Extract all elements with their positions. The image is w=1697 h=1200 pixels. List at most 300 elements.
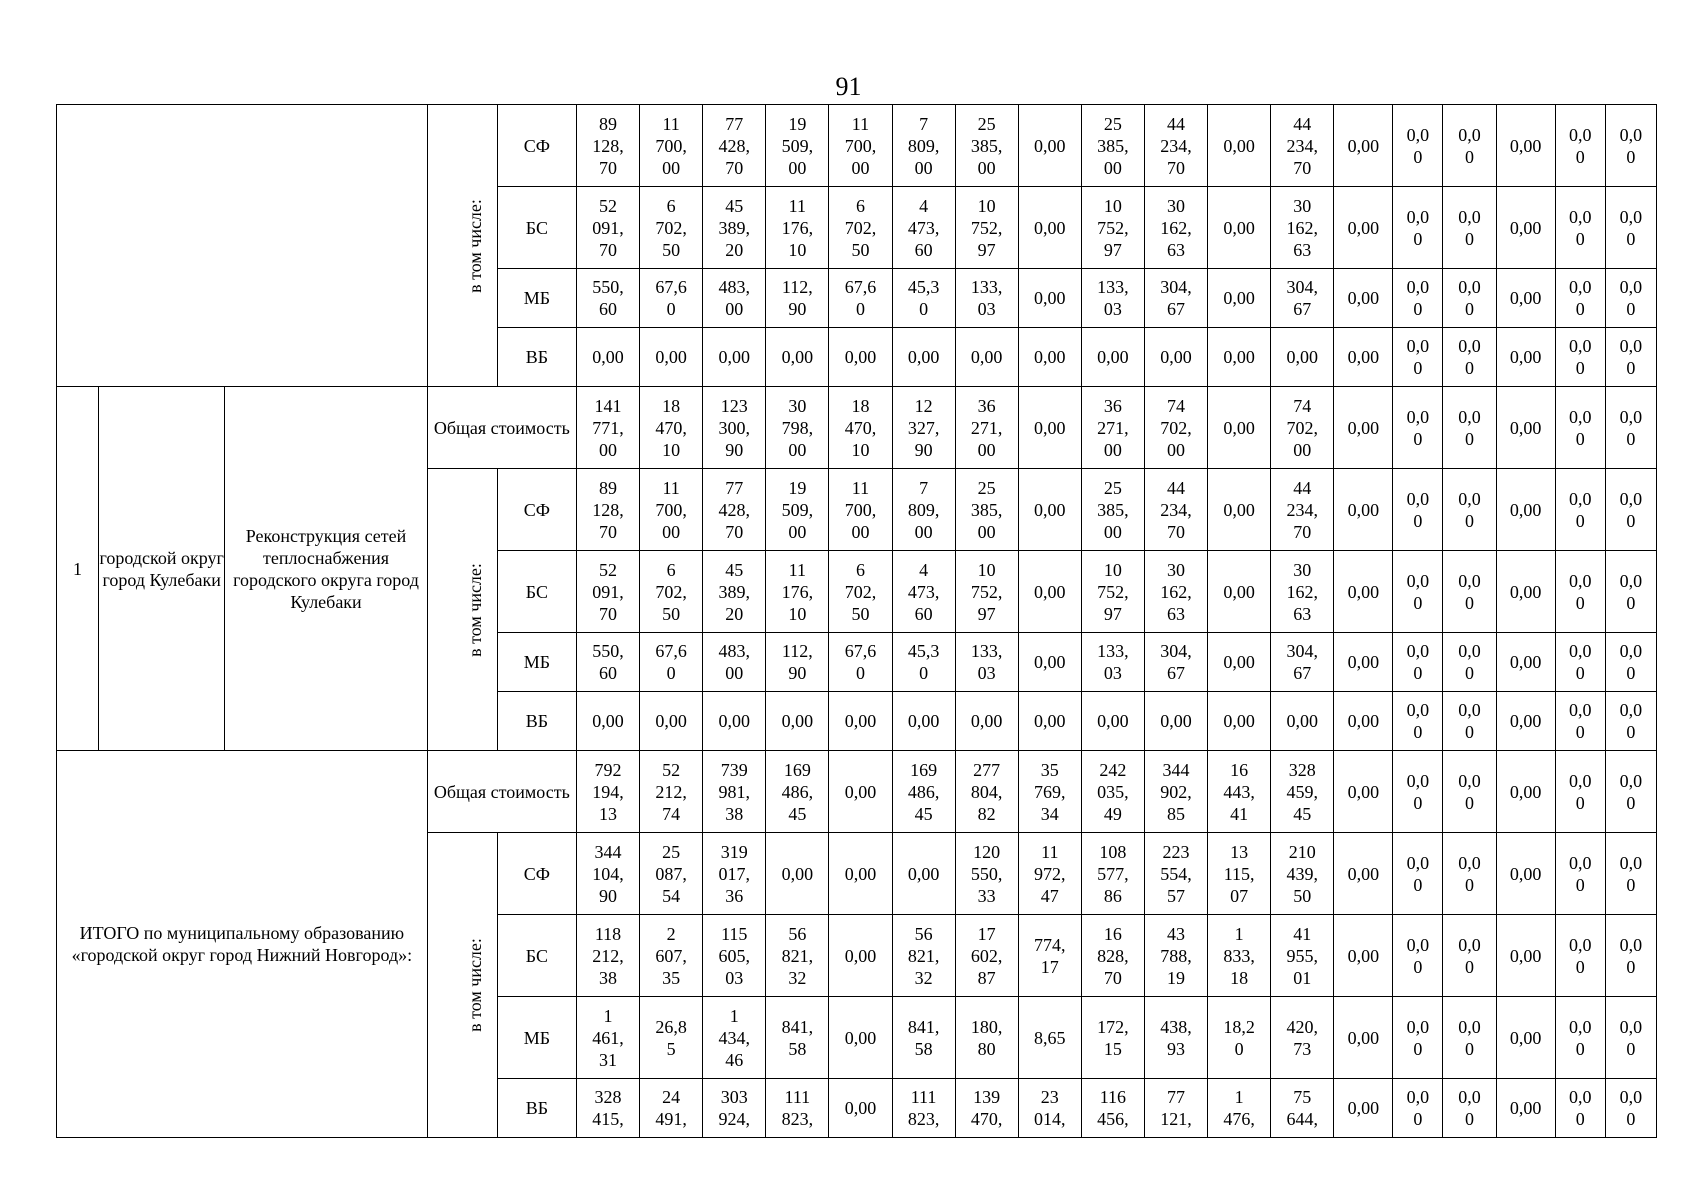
value-cell	[576, 551, 639, 633]
value-cell	[1605, 692, 1656, 751]
cell-value: 25 385, 00	[970, 477, 1003, 542]
value-cell	[640, 328, 703, 387]
cell-value: 0,0 0	[1406, 336, 1430, 378]
value-cell	[1208, 1079, 1271, 1138]
value-cell	[703, 187, 766, 269]
cell-value: 0,00	[592, 347, 624, 367]
cell-value: 56 821, 32	[907, 923, 940, 988]
cell-value: 2 607, 35	[655, 923, 687, 988]
value-cell	[1393, 833, 1443, 915]
value-cell	[640, 633, 703, 692]
value-cell	[703, 269, 766, 328]
value-cell	[1393, 997, 1443, 1079]
cell-value: 0,0 0	[1568, 1087, 1592, 1129]
value-cell	[1334, 269, 1393, 328]
value-cell	[892, 692, 955, 751]
value-cell	[1334, 387, 1393, 469]
value-cell	[576, 269, 639, 328]
cell-value: 0,0 0	[1406, 1087, 1430, 1129]
value-cell	[1555, 387, 1605, 469]
municipality-name: городской округ город Кулебаки	[99, 387, 225, 751]
value-cell	[576, 187, 639, 269]
cell-value: 133, 03	[970, 277, 1003, 319]
data-row	[57, 105, 1657, 187]
cell-value: 6 702, 50	[655, 195, 687, 260]
cell-value: 89 128, 70	[592, 477, 624, 542]
cell-value: 0,00	[1160, 711, 1192, 731]
cell-value: 45 389, 20	[718, 559, 750, 624]
cell-value: 0,00	[781, 863, 814, 884]
cell-value: 0,00	[1347, 945, 1380, 966]
value-cell	[829, 105, 892, 187]
cell-value: 35 769, 34	[1034, 759, 1066, 824]
cell-value: 1 434, 46	[718, 1005, 750, 1070]
cell-value: 0,0 0	[1406, 852, 1430, 895]
value-cell	[1496, 551, 1555, 633]
value-cell	[1496, 833, 1555, 915]
cell-value: 10 752, 97	[1097, 195, 1129, 260]
cell-value: 25 385, 00	[970, 113, 1003, 178]
source-code: СФ	[497, 469, 576, 551]
value-cell	[1208, 328, 1271, 387]
cell-value: 344 902, 85	[1160, 759, 1192, 824]
cell-value: 0,0 0	[1619, 852, 1643, 895]
cell-value: 0,0 0	[1619, 406, 1643, 449]
value-cell	[703, 387, 766, 469]
cell-value: 0,00	[1347, 781, 1380, 802]
cell-value: 0,00	[1509, 711, 1542, 731]
value-cell	[1208, 997, 1271, 1079]
cell-value: 52 091, 70	[592, 559, 624, 624]
value-cell	[1496, 633, 1555, 692]
value-cell	[955, 751, 1018, 833]
cell-value: 0,00	[1509, 217, 1542, 238]
value-cell	[1605, 833, 1656, 915]
cell-value: 30 162, 63	[1160, 195, 1192, 260]
cell-value: 11 176, 10	[781, 195, 814, 260]
value-cell	[1081, 997, 1144, 1079]
in-total-text: в том числе:	[464, 562, 485, 657]
value-cell	[1208, 551, 1271, 633]
cell-value: 10 752, 97	[970, 195, 1003, 260]
value-cell	[1144, 269, 1207, 328]
cell-value: 0,00	[907, 347, 940, 367]
cell-value: 739 981, 38	[718, 759, 750, 824]
in-total-text: в том числе:	[464, 198, 485, 293]
value-cell	[1271, 751, 1334, 833]
cell-value: 0,00	[1034, 347, 1066, 367]
value-cell	[1496, 751, 1555, 833]
value-cell	[1555, 751, 1605, 833]
value-cell	[892, 751, 955, 833]
value-cell	[1334, 833, 1393, 915]
cell-value: 0,00	[844, 1098, 877, 1118]
value-cell	[829, 269, 892, 328]
cell-value: 25 385, 00	[1097, 113, 1129, 178]
cell-value: 41 955, 01	[1286, 923, 1318, 988]
cell-value: 74 702, 00	[1160, 395, 1192, 460]
cell-value: 133, 03	[1097, 277, 1129, 319]
cell-value: 0,00	[1034, 652, 1066, 672]
cell-value: 169 486, 45	[781, 759, 814, 824]
cell-value: 7 809, 00	[907, 477, 940, 542]
cell-value: 0,00	[1509, 135, 1542, 156]
value-cell	[1443, 469, 1496, 551]
cell-value: 0,00	[1509, 347, 1542, 367]
value-cell	[1144, 833, 1207, 915]
value-cell	[576, 833, 639, 915]
value-cell	[1393, 751, 1443, 833]
value-cell	[1018, 633, 1081, 692]
cell-value: 0,0 0	[1458, 852, 1481, 895]
cell-value: 10 752, 97	[970, 559, 1003, 624]
cell-value: 16 443, 41	[1223, 759, 1255, 824]
cell-value: 6 702, 50	[655, 559, 687, 624]
value-cell	[703, 1079, 766, 1138]
cell-value: 16 828, 70	[1097, 923, 1129, 988]
cell-value: 0,00	[844, 945, 877, 966]
cell-value: 0,0 0	[1568, 488, 1592, 531]
cell-value: 0,0 0	[1568, 206, 1592, 249]
value-cell	[1208, 269, 1271, 328]
cell-value: 0,0 0	[1619, 934, 1643, 977]
value-cell	[1496, 915, 1555, 997]
cell-value: 11 700, 00	[844, 477, 877, 542]
cell-value: 0,0 0	[1406, 934, 1430, 977]
source-code: МБ	[497, 633, 576, 692]
cell-value: 75 644,	[1286, 1087, 1318, 1129]
value-cell	[703, 833, 766, 915]
value-cell	[955, 269, 1018, 328]
cell-value: 550, 60	[592, 277, 624, 319]
cell-value: 43 788, 19	[1160, 923, 1192, 988]
value-cell	[1018, 105, 1081, 187]
cell-value: 1 833, 18	[1223, 923, 1255, 988]
page-number: 91	[835, 72, 862, 101]
value-cell	[1271, 387, 1334, 469]
cell-value: 0,00	[1034, 581, 1066, 602]
cell-value: 0,00	[1034, 499, 1066, 520]
cell-value: 277 804, 82	[970, 759, 1003, 824]
cell-value: 0,00	[1509, 1027, 1542, 1048]
value-cell	[1443, 387, 1496, 469]
value-cell	[1271, 1079, 1334, 1138]
value-cell	[1144, 751, 1207, 833]
value-cell	[1334, 105, 1393, 187]
cell-value: 0,0 0	[1458, 934, 1481, 977]
value-cell	[1443, 633, 1496, 692]
cell-value: 18 470, 10	[844, 395, 877, 460]
cell-value: 0,00	[781, 711, 814, 731]
value-cell	[892, 833, 955, 915]
value-cell	[1018, 751, 1081, 833]
cell-value: 420, 73	[1286, 1016, 1318, 1059]
value-cell	[703, 915, 766, 997]
cell-value: 123 300, 90	[718, 395, 750, 460]
cell-value: 19 509, 00	[781, 113, 814, 178]
value-cell	[1271, 633, 1334, 692]
value-cell	[1443, 692, 1496, 751]
cell-value: 0,00	[1347, 711, 1380, 731]
cell-value: 24 491,	[655, 1087, 687, 1129]
value-cell	[1605, 105, 1656, 187]
value-cell	[766, 105, 829, 187]
cell-value: 0,0 0	[1458, 770, 1481, 813]
cell-value: 141 771, 00	[592, 395, 624, 460]
value-cell	[1144, 187, 1207, 269]
value-cell	[829, 692, 892, 751]
value-cell	[1271, 833, 1334, 915]
value-cell	[1018, 187, 1081, 269]
cell-value: 6 702, 50	[844, 195, 877, 260]
cell-value: 304, 67	[1160, 277, 1192, 319]
cell-value: 0,00	[1509, 652, 1542, 672]
cell-value: 11 972, 47	[1034, 841, 1066, 906]
value-cell	[576, 1079, 639, 1138]
cell-value: 0,00	[1347, 347, 1380, 367]
value-cell	[1393, 1079, 1443, 1138]
cell-value: 0,00	[592, 711, 624, 731]
value-cell	[1393, 187, 1443, 269]
value-cell	[703, 328, 766, 387]
cell-value: 0,00	[655, 347, 687, 367]
cell-value: 108 577, 86	[1097, 841, 1129, 906]
value-cell	[1334, 328, 1393, 387]
value-cell	[1018, 328, 1081, 387]
value-cell	[955, 633, 1018, 692]
value-cell	[1271, 997, 1334, 1079]
value-cell	[1208, 692, 1271, 751]
cell-value: 0,00	[1347, 863, 1380, 884]
cell-value: 242 035, 49	[1097, 759, 1129, 824]
cell-value: 133, 03	[970, 641, 1003, 683]
cell-value: 0,00	[1347, 652, 1380, 672]
value-cell	[892, 1079, 955, 1138]
value-cell	[1393, 551, 1443, 633]
value-cell	[1018, 269, 1081, 328]
value-cell	[1443, 269, 1496, 328]
cell-value: 0,00	[1347, 499, 1380, 520]
cell-value: 4 473, 60	[907, 559, 940, 624]
source-code: БС	[497, 187, 576, 269]
value-cell	[1555, 269, 1605, 328]
value-cell	[640, 1079, 703, 1138]
cell-value: 0,0 0	[1406, 641, 1430, 683]
value-cell	[1605, 751, 1656, 833]
cell-value: 0,00	[781, 347, 814, 367]
cell-value: 0,00	[1034, 417, 1066, 438]
in-total-label	[427, 833, 497, 1138]
cell-value: 223 554, 57	[1160, 841, 1192, 906]
cell-value: 0,0 0	[1568, 570, 1592, 613]
value-cell	[829, 328, 892, 387]
cell-value: 133, 03	[1097, 641, 1129, 683]
project-name: Реконструкция сетей теплоснабжения городского округа город Кулебаки	[225, 387, 427, 751]
value-cell	[1081, 469, 1144, 551]
cell-value: 0,0 0	[1619, 488, 1643, 531]
cell-value: 11 700, 00	[655, 113, 687, 178]
value-cell	[1555, 997, 1605, 1079]
value-cell	[1334, 551, 1393, 633]
value-cell	[576, 915, 639, 997]
total-cost-label: Общая стоимость	[427, 387, 576, 469]
value-cell	[892, 269, 955, 328]
cell-value: 0,00	[1509, 1098, 1542, 1118]
cell-value: 0,0 0	[1568, 852, 1592, 895]
cell-value: 0,0 0	[1406, 700, 1430, 742]
value-cell	[1081, 1079, 1144, 1138]
cell-value: 118 212, 38	[592, 923, 624, 988]
cell-value: 483, 00	[718, 277, 750, 319]
cell-value: 77 428, 70	[718, 477, 750, 542]
cell-value: 19 509, 00	[781, 477, 814, 542]
value-cell	[1144, 997, 1207, 1079]
cell-value: 0,0 0	[1458, 570, 1481, 613]
value-cell	[766, 692, 829, 751]
value-cell	[1555, 187, 1605, 269]
value-cell	[892, 469, 955, 551]
value-cell	[766, 1079, 829, 1138]
cell-value: 12 327, 90	[907, 395, 940, 460]
value-cell	[1081, 328, 1144, 387]
cell-value: 0,00	[1509, 288, 1542, 308]
value-cell	[703, 633, 766, 692]
value-cell	[576, 997, 639, 1079]
cell-value: 0,0 0	[1458, 206, 1481, 249]
cell-value: 18 470, 10	[655, 395, 687, 460]
value-cell	[1334, 1079, 1393, 1138]
value-cell	[1144, 915, 1207, 997]
value-cell	[576, 105, 639, 187]
value-cell	[766, 915, 829, 997]
cell-value: 774, 17	[1034, 934, 1066, 977]
value-cell	[1144, 692, 1207, 751]
value-cell	[1081, 269, 1144, 328]
value-cell	[1555, 469, 1605, 551]
cell-value: 0,00	[970, 711, 1003, 731]
value-cell	[829, 997, 892, 1079]
value-cell	[576, 692, 639, 751]
cell-value: 0,0 0	[1619, 770, 1643, 813]
value-cell	[640, 997, 703, 1079]
cell-value: 180, 80	[970, 1016, 1003, 1059]
cell-value: 11 700, 00	[655, 477, 687, 542]
value-cell	[955, 469, 1018, 551]
value-cell	[892, 328, 955, 387]
value-cell	[1496, 187, 1555, 269]
cell-value: 0,00	[718, 347, 750, 367]
cell-value: 11 176, 10	[781, 559, 814, 624]
value-cell	[640, 692, 703, 751]
cell-value: 116 456,	[1097, 1087, 1129, 1129]
value-cell	[892, 387, 955, 469]
cell-value: 30 162, 63	[1286, 559, 1318, 624]
value-cell	[1605, 269, 1656, 328]
value-cell	[703, 997, 766, 1079]
value-cell	[1208, 387, 1271, 469]
cell-value: 44 234, 70	[1286, 113, 1318, 178]
value-cell	[892, 633, 955, 692]
value-cell	[1605, 997, 1656, 1079]
cell-value: 0,0 0	[1568, 406, 1592, 449]
cell-value: 0,00	[1509, 581, 1542, 602]
value-cell	[1271, 692, 1334, 751]
cell-value: 304, 67	[1286, 641, 1318, 683]
cell-value: 0,00	[1347, 217, 1380, 238]
value-cell	[766, 328, 829, 387]
value-cell	[1496, 692, 1555, 751]
cell-value: 45 389, 20	[718, 195, 750, 260]
value-cell	[703, 751, 766, 833]
cell-value: 304, 67	[1160, 641, 1192, 683]
cell-value: 25 087, 54	[655, 841, 687, 906]
cell-value: 0,00	[844, 863, 877, 884]
value-cell	[1605, 328, 1656, 387]
cell-value: 0,0 0	[1458, 641, 1481, 683]
value-cell	[829, 915, 892, 997]
value-cell	[1393, 269, 1443, 328]
value-cell	[1605, 551, 1656, 633]
cell-value: 30 798, 00	[781, 395, 814, 460]
value-cell	[703, 105, 766, 187]
cell-value: 319 017, 36	[718, 841, 750, 906]
value-cell	[640, 751, 703, 833]
value-cell	[955, 387, 1018, 469]
value-cell	[1081, 692, 1144, 751]
cell-value: 44 234, 70	[1286, 477, 1318, 542]
cell-value: 67,6 0	[844, 277, 877, 319]
cell-value: 0,00	[1223, 711, 1255, 731]
value-cell	[1081, 833, 1144, 915]
cell-value: 0,0 0	[1619, 641, 1643, 683]
cell-value: 30 162, 63	[1286, 195, 1318, 260]
value-cell	[892, 915, 955, 997]
value-cell	[1443, 328, 1496, 387]
value-cell	[1443, 997, 1496, 1079]
value-cell	[1334, 997, 1393, 1079]
value-cell	[1605, 915, 1656, 997]
cell-value: 44 234, 70	[1160, 477, 1192, 542]
value-cell	[829, 833, 892, 915]
cell-value: 77 428, 70	[718, 113, 750, 178]
cell-value: 36 271, 00	[1097, 395, 1129, 460]
source-code: МБ	[497, 269, 576, 328]
value-cell	[1018, 1079, 1081, 1138]
cell-value: 0,0 0	[1568, 934, 1592, 977]
cell-value: 139 470,	[970, 1087, 1003, 1129]
cell-value: 0,0 0	[1406, 124, 1430, 167]
value-cell	[1496, 105, 1555, 187]
cell-value: 0,00	[1347, 288, 1380, 308]
value-cell	[1208, 187, 1271, 269]
value-cell	[1208, 833, 1271, 915]
value-cell	[1605, 187, 1656, 269]
cell-value: 0,0 0	[1619, 124, 1643, 167]
in-total-label	[427, 105, 497, 387]
cell-value: 67,6 0	[655, 641, 687, 683]
source-code: МБ	[497, 997, 576, 1079]
value-cell	[1555, 833, 1605, 915]
cell-value: 52 091, 70	[592, 195, 624, 260]
value-cell	[1605, 469, 1656, 551]
value-cell	[1081, 751, 1144, 833]
value-cell	[1081, 633, 1144, 692]
value-cell	[1144, 469, 1207, 551]
value-cell	[1496, 1079, 1555, 1138]
cell-value: 0,00	[1347, 1027, 1380, 1048]
cell-value: 0,00	[1034, 217, 1066, 238]
cell-value: 0,00	[1347, 1098, 1380, 1118]
